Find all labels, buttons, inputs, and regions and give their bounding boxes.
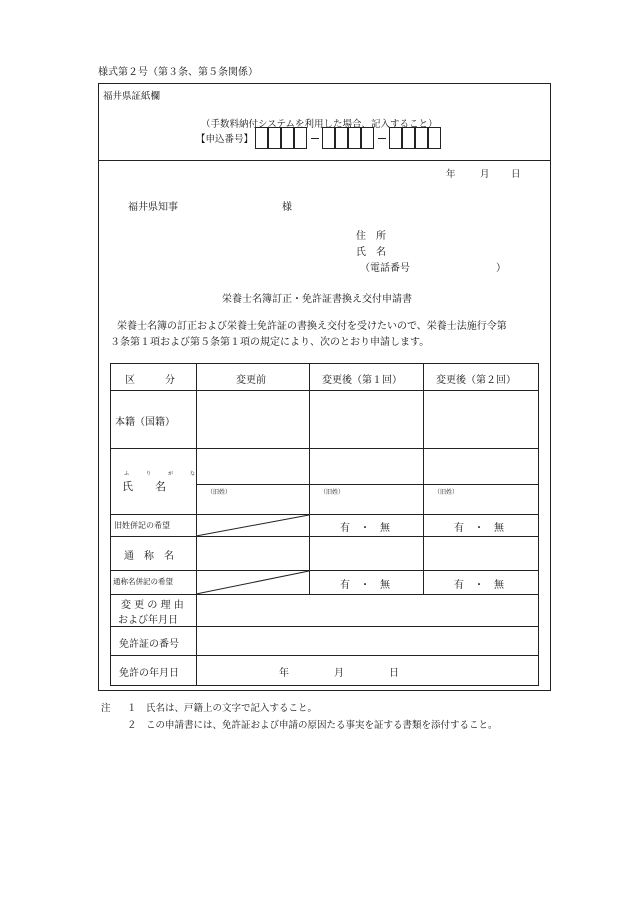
number-box[interactable] [361, 127, 374, 149]
row-divider [110, 536, 539, 537]
note-2-text: この申請書には、免許証および申請の原因たる事実を証する書類を添付すること。 [146, 720, 498, 731]
row-divider [110, 448, 539, 449]
number-box[interactable] [294, 127, 307, 149]
header-after-2: 変更後（第２回） [436, 375, 516, 386]
number-box[interactable] [255, 127, 268, 149]
row-divider [110, 594, 539, 595]
col-divider [196, 594, 197, 686]
applicant-phone-label: （電話番号 [360, 263, 410, 274]
number-box[interactable] [268, 127, 281, 149]
stamp-divider [98, 160, 551, 161]
license-date-month: 月 [334, 668, 344, 679]
row-divider [110, 514, 539, 515]
not-applicable-slash [196, 514, 310, 537]
number-label: 【申込番号】 [196, 134, 254, 145]
old-surname-after1: （旧姓） [320, 489, 345, 496]
form-id: 様式第２号（第３条、第５条関係） [98, 67, 258, 78]
col-divider [309, 363, 310, 594]
row-tsusho: 通 称 名 [124, 551, 174, 562]
date-year: 年 [446, 169, 456, 180]
body-text-line2: ３条第１項および第５条第１項の規定により、次のとおり申請します。 [110, 337, 430, 348]
applicant-address-label: 住 所 [356, 231, 386, 242]
not-applicable-slash [196, 570, 310, 595]
header-category: 区 分 [125, 375, 175, 386]
row-old-surname-wish: 旧姓併記の希望 [114, 521, 170, 530]
row-furigana: ふ り が な [124, 471, 202, 477]
addressee-honorific: 様 [282, 202, 292, 213]
tsusho-wish-after2[interactable]: 有 ・ 無 [454, 580, 504, 591]
date-month: 月 [480, 169, 490, 180]
number-box[interactable] [281, 127, 294, 149]
applicant-name-label: 氏 名 [356, 247, 386, 258]
note-2-number: ２ [127, 720, 137, 731]
note-1-text: 氏名は、戸籍上の文字で記入すること。 [146, 703, 318, 714]
number-box[interactable] [428, 127, 441, 149]
row-honseki: 本籍（国籍） [115, 417, 175, 428]
row-divider [110, 570, 539, 571]
row-reason-line2: および年月日 [118, 615, 178, 626]
col-divider [196, 363, 197, 594]
number-box[interactable] [335, 127, 348, 149]
header-before: 変更前 [236, 375, 266, 386]
col-divider [423, 363, 424, 594]
addressee-name: 福井県知事 [128, 202, 178, 213]
number-box[interactable] [402, 127, 415, 149]
number-box[interactable] [389, 127, 402, 149]
old-surname-before: （旧姓） [207, 489, 232, 496]
row-reason-line1: 変 更 の 理 由 [121, 600, 184, 611]
license-date-year: 年 [279, 668, 289, 679]
number-box[interactable] [348, 127, 361, 149]
applicant-phone-close: ） [496, 263, 506, 274]
tsusho-wish-after1[interactable]: 有 ・ 無 [340, 580, 390, 591]
number-box[interactable] [415, 127, 428, 149]
body-text-line1: 栄養士名簿の訂正および栄養士免許証の書換え交付を受けたいので、栄養士法施行令第 [117, 321, 507, 332]
old-surname-wish-after1[interactable]: 有 ・ 無 [340, 523, 390, 534]
header-after-1: 変更後（第１回） [322, 375, 402, 386]
row-license-number: 免許証の番号 [119, 639, 179, 650]
old-surname-after2: （旧姓） [434, 489, 459, 496]
notes-label: 注 [101, 703, 111, 714]
row-divider [110, 626, 539, 627]
note-1-number: １ [127, 703, 137, 714]
row-divider [196, 484, 539, 485]
row-divider [110, 390, 539, 391]
form-title: 栄養士名簿訂正・免許証書換え交付申請書 [222, 294, 412, 305]
row-shimei: 氏 名 [122, 480, 166, 493]
number-separator [378, 138, 386, 139]
stamp-note: （手数料納付システムを利用した場合、記入すること） [201, 119, 438, 130]
number-box[interactable] [322, 127, 335, 149]
stamp-heading: 福井県証紙欄 [103, 91, 161, 102]
row-tsusho-wish: 通称名併記の希望 [113, 577, 173, 586]
row-license-date: 免許の年月日 [119, 668, 179, 679]
old-surname-wish-after2[interactable]: 有 ・ 無 [454, 523, 504, 534]
number-separator [311, 138, 319, 139]
date-day: 日 [511, 169, 521, 180]
license-date-day: 日 [389, 668, 399, 679]
row-divider [110, 655, 539, 656]
